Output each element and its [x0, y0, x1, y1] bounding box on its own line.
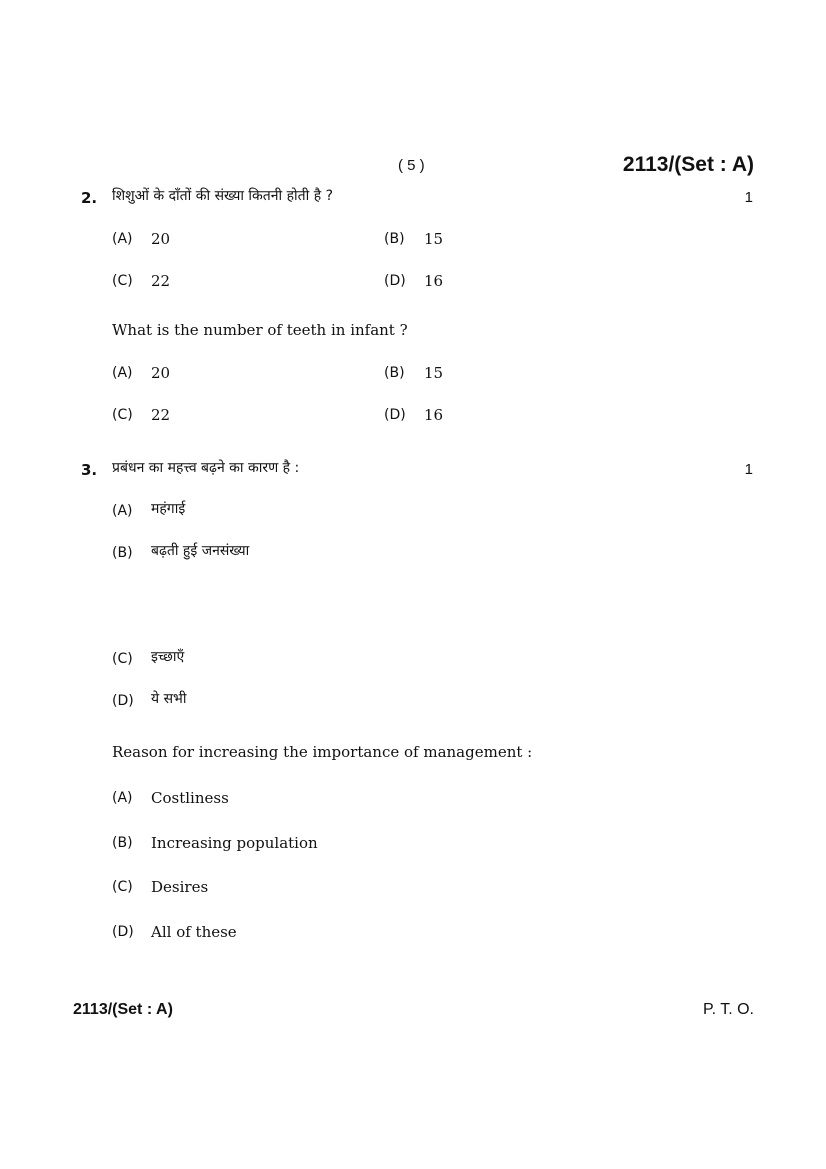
option-label: (B)	[384, 365, 405, 381]
option-label: (A)	[112, 503, 133, 519]
option-label: (A)	[112, 231, 133, 247]
option-text: Increasing population	[151, 834, 318, 852]
question-text-hindi: प्रबंधन का महत्त्व बढ़ने का कारण है :	[112, 460, 300, 476]
question-number: 3.	[81, 461, 98, 479]
question-text-hindi: शिशुओं के दाँतों की संख्या कितनी होती है ?	[112, 188, 334, 204]
option-label: (D)	[112, 924, 134, 940]
question-marks: 1	[744, 461, 753, 478]
option-text: 22	[151, 272, 171, 290]
question-text-english: What is the number of teeth in infant ?	[112, 321, 408, 339]
option-text: Costliness	[151, 789, 229, 807]
question-marks: 1	[744, 189, 753, 206]
paper-code-header: 2113/(Set : A)	[622, 153, 754, 176]
option-label: (C)	[112, 407, 133, 423]
option-label: (D)	[384, 407, 406, 423]
option-text: 20	[151, 364, 171, 382]
option-text: Desires	[151, 878, 209, 896]
page-number: ( 5 )	[398, 157, 425, 174]
option-label: (C)	[112, 879, 133, 895]
option-text: 15	[424, 230, 444, 248]
option-text: बढ़ती हुई जनसंख्या	[151, 543, 250, 559]
option-label: (A)	[112, 365, 133, 381]
paper-code-footer: 2113/(Set : A)	[73, 1001, 173, 1018]
option-text: 20	[151, 230, 171, 248]
question-text-english: Reason for increasing the importance of management :	[112, 743, 533, 761]
option-text: 15	[424, 364, 444, 382]
option-label: (C)	[112, 651, 133, 667]
option-label: (B)	[384, 231, 405, 247]
please-turn-over: P. T. O.	[703, 1001, 754, 1018]
option-text: इच्छाएँ	[151, 649, 185, 665]
option-label: (C)	[112, 273, 133, 289]
option-text: महंगाई	[151, 501, 186, 517]
option-text: 16	[424, 272, 444, 290]
option-label: (A)	[112, 790, 133, 806]
question-number: 2.	[81, 189, 98, 207]
option-text: ये सभी	[151, 691, 187, 707]
option-text: All of these	[151, 923, 237, 941]
option-label: (B)	[112, 545, 133, 561]
option-text: 16	[424, 406, 444, 424]
option-label: (B)	[112, 835, 133, 851]
option-label: (D)	[112, 693, 134, 709]
option-text: 22	[151, 406, 171, 424]
option-label: (D)	[384, 273, 406, 289]
